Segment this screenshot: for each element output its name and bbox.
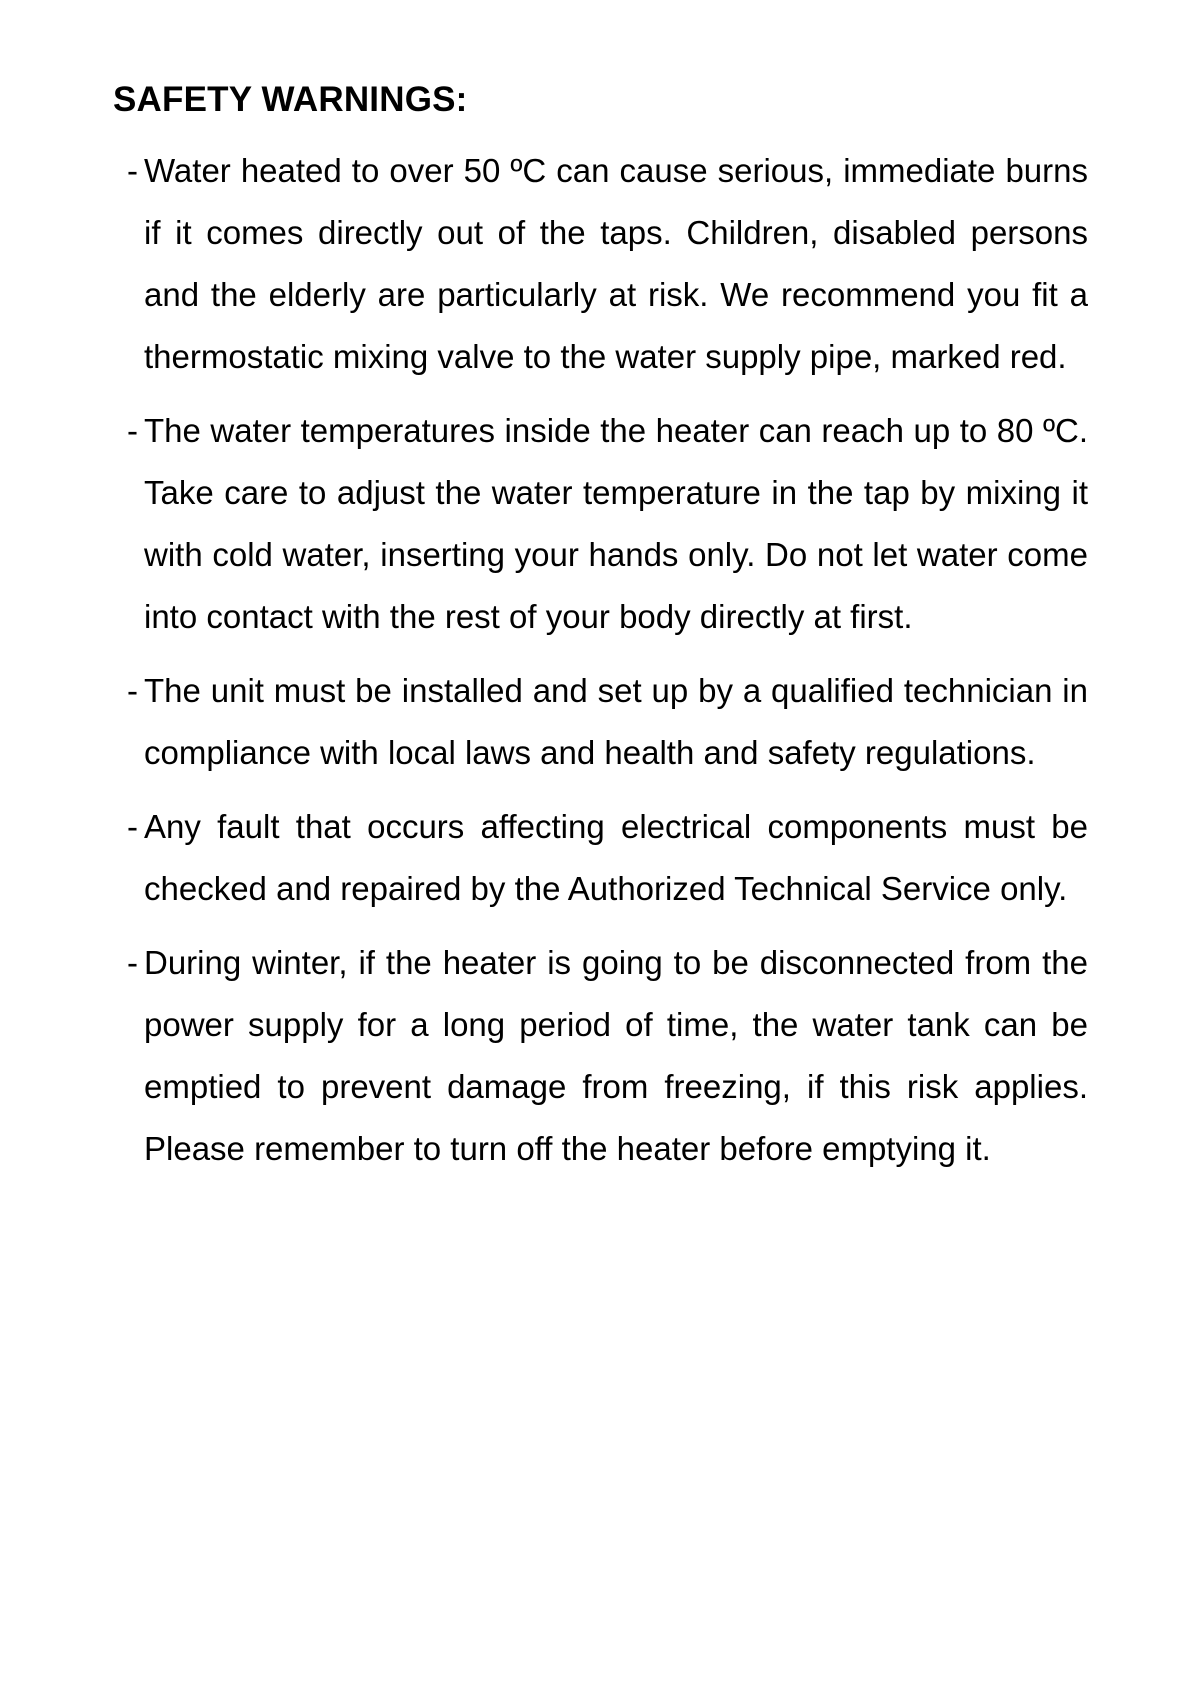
warning-item xyxy=(113,932,1088,1180)
warning-text: During winter, if the heater is going to be disconnected from the power supply for a long period of time, the water tank can be emptied to prevent damage from freezing, if this risk applies. Please remember to turn off the heater before emptying it. xyxy=(144,944,1088,1167)
warnings-list xyxy=(113,140,1088,1180)
warning-text: Any fault that occurs affecting electrical components must be checked and repaired by the Authorized Technical Service only. xyxy=(144,808,1088,907)
bullet-dash: - xyxy=(127,808,138,845)
warning-text: The water temperatures inside the heater can reach up to 80 ºC. Take care to adjust the water temperature in the tap by mixing it with cold water, inserting your hands only. Do not let water come into contact with the rest of your body directly at first. xyxy=(144,412,1088,635)
bullet-dash: - xyxy=(127,944,138,981)
warning-item xyxy=(113,140,1088,388)
bullet-dash: - xyxy=(127,152,138,189)
warning-item xyxy=(113,660,1088,784)
bullet-dash: - xyxy=(127,672,138,709)
safety-warnings-heading: SAFETY WARNINGS: xyxy=(113,80,468,119)
warning-text: Water heated to over 50 ºC can cause serious, immediate burns if it comes directly out of the taps. Children, disabled persons and the elderly are particularly at risk. We recommend you fit a thermostatic mixing valve to the water supply pipe, marked red. xyxy=(144,152,1088,375)
bullet-dash: - xyxy=(127,412,138,449)
document-page xyxy=(113,78,1088,1192)
warning-text: The unit must be installed and set up by a qualified technician in compliance with local laws and health and safety regulations. xyxy=(144,672,1088,771)
warning-item xyxy=(113,400,1088,648)
warning-item xyxy=(113,796,1088,920)
